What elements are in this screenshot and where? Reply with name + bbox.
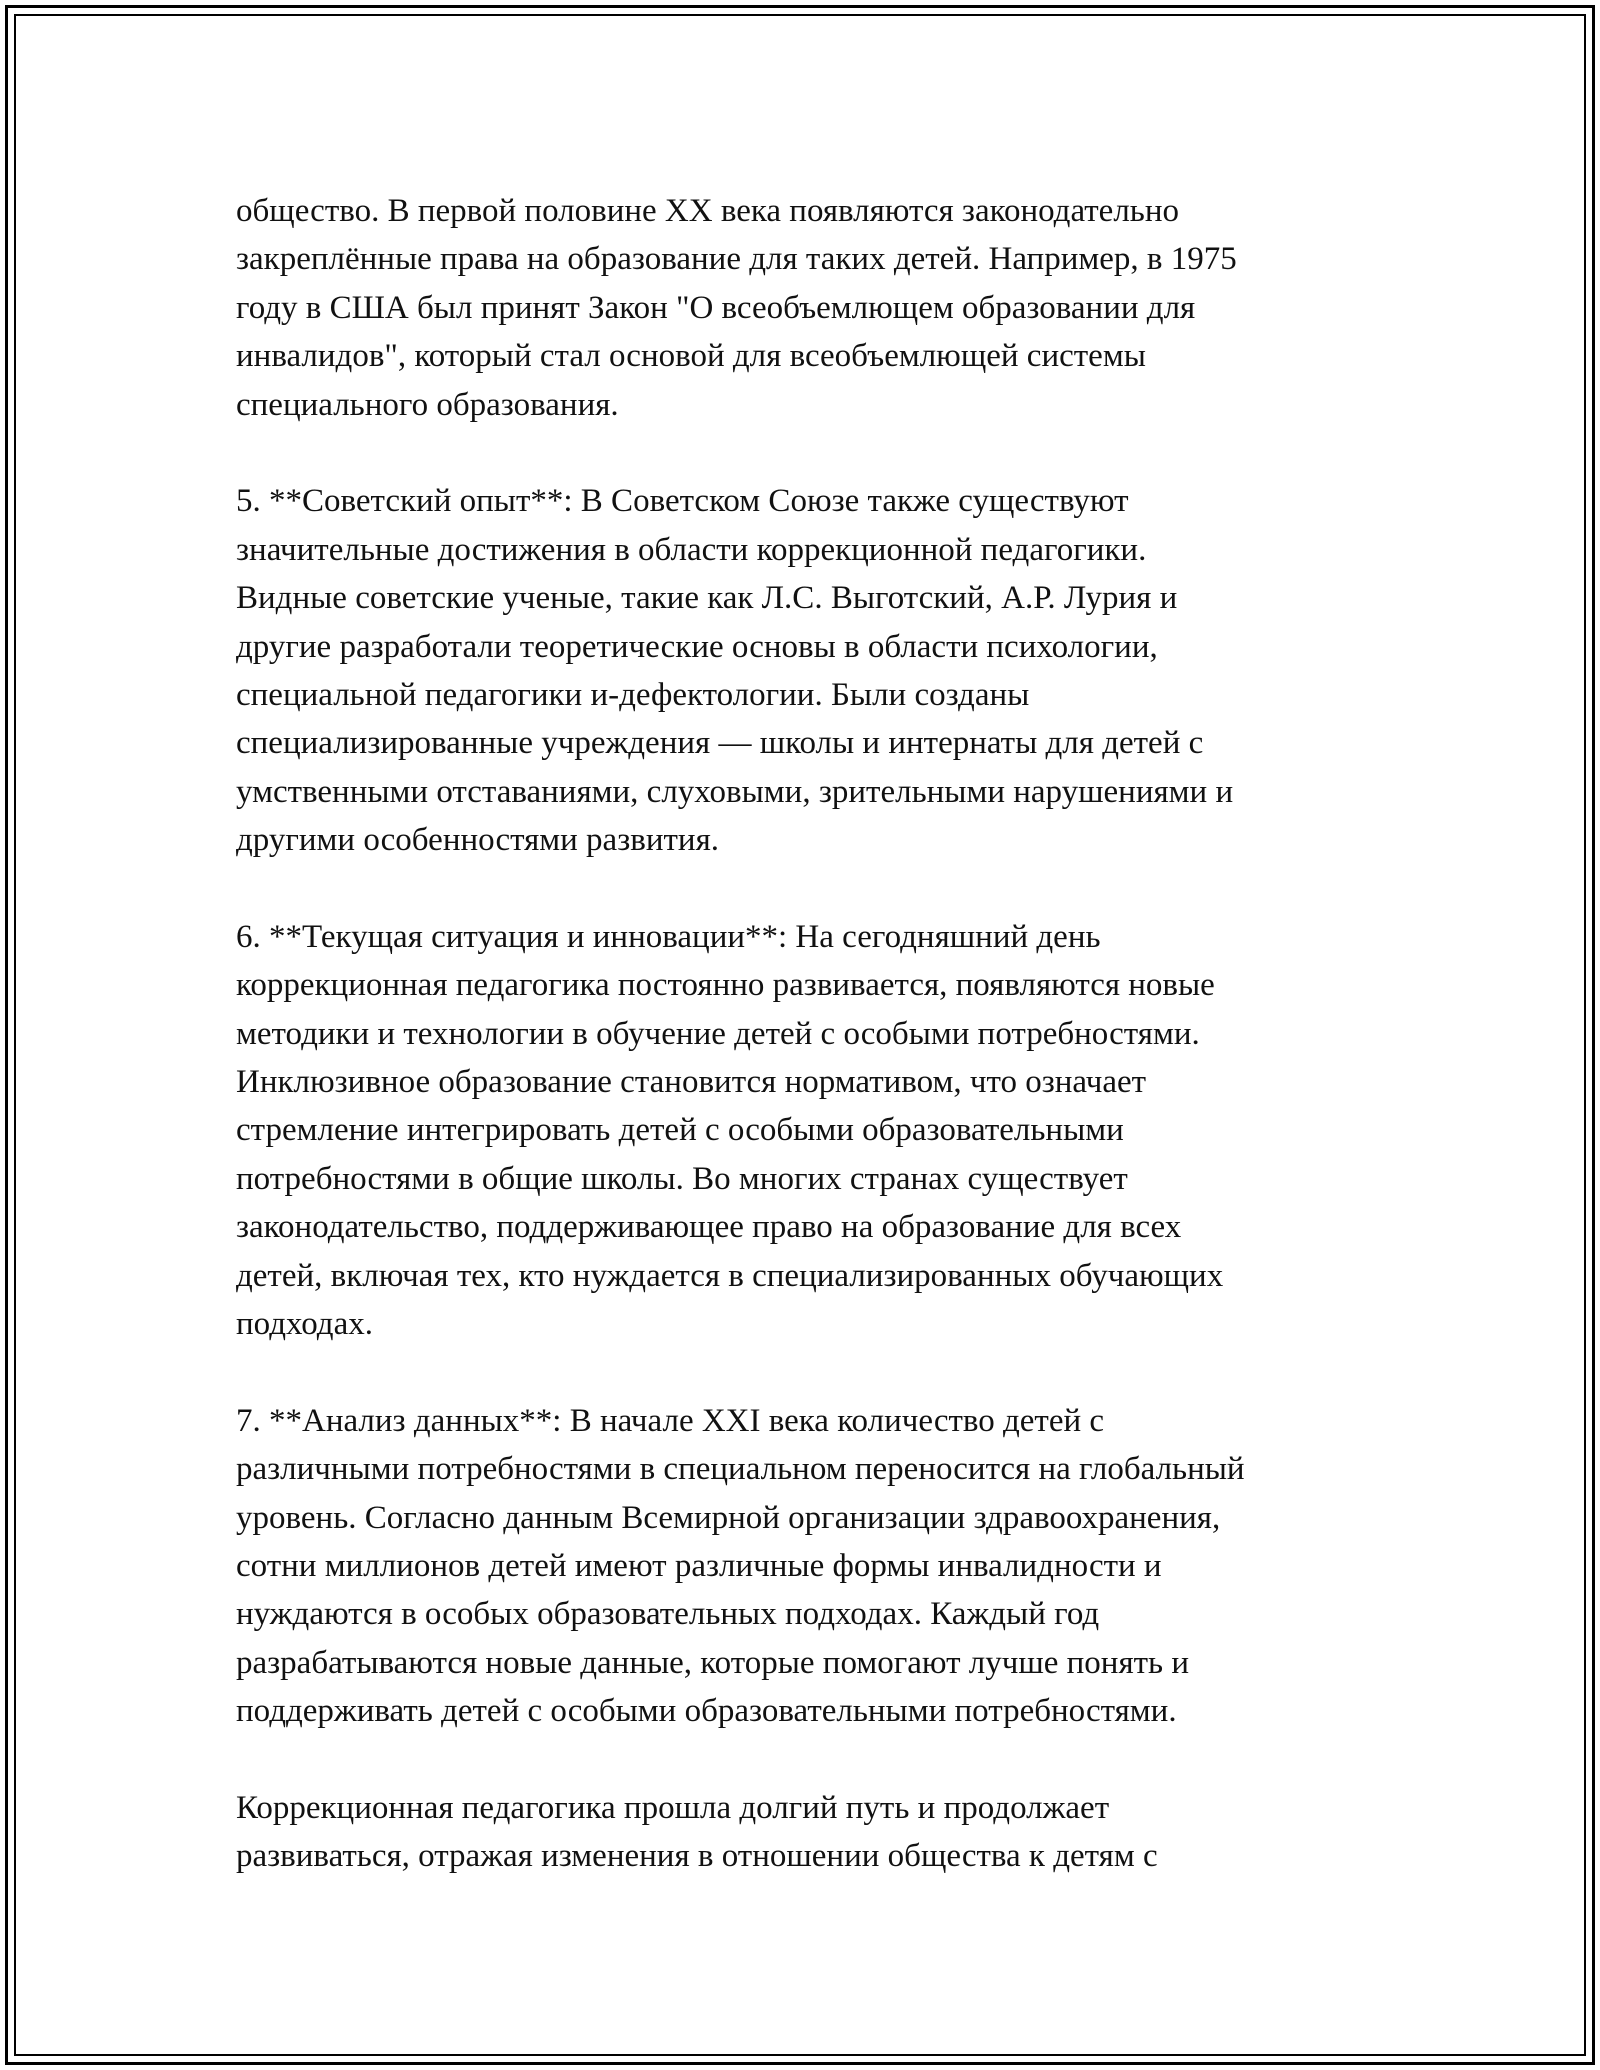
text-line: 6. **Текущая ситуация и инновации**: На сегодняшний день xyxy=(236,918,1101,955)
text-line: стремление интегрировать детей с особыми образовательными xyxy=(236,1112,1124,1149)
text-line: Коррекционная педагогика прошла долгий путь и продолжает xyxy=(236,1789,1110,1826)
text-line: уровень. Согласно данным Всемирной организации здравоохранения, xyxy=(236,1499,1221,1536)
text-line: общество. В первой половине XX века появляются законодательно xyxy=(236,193,1179,229)
document-body xyxy=(236,187,1376,1881)
paragraph-data-analysis xyxy=(236,1397,1376,1736)
paragraph-current-situation xyxy=(236,913,1376,1349)
text-line: поддерживать детей с особыми образовательными потребностями. xyxy=(236,1693,1177,1730)
text-line: инвалидов", который стал основой для всеобъемлющей системы xyxy=(236,338,1146,375)
text-line: детей, включая тех, кто нуждается в специализированных обучающих xyxy=(236,1257,1224,1294)
text-line: другие разработали теоретические основы в области психологии, xyxy=(236,628,1158,665)
text-line: умственными отставаниями, слуховыми, зрительными нарушениями и xyxy=(236,773,1234,810)
text-line: Инклюзивное образование становится нормативом, что означает xyxy=(236,1064,1147,1101)
paragraph-gap xyxy=(236,864,1376,912)
paragraph-1 xyxy=(236,187,1376,429)
text-line: значительные достижения в области коррекционной педагогики. xyxy=(236,531,1147,568)
text-line: различными потребностями в специальном переносится на глобальный xyxy=(236,1451,1245,1488)
text-line: методики и технологии в обучение детей с особыми потребностями. xyxy=(236,1015,1200,1052)
text-line: закреплённые права на образование для таких детей. Например, в 1975 xyxy=(236,241,1237,278)
paragraph-conclusion xyxy=(236,1784,1376,1881)
text-line: разрабатываются новые данные, которые помогают лучше понять и xyxy=(236,1644,1190,1681)
text-line: другими особенностями развития. xyxy=(236,822,719,859)
text-line: сотни миллионов детей имеют различные формы инвалидности и xyxy=(236,1547,1162,1584)
text-line: нуждаются в особых образовательных подходах. Каждый год xyxy=(236,1596,1100,1633)
paragraph-gap xyxy=(236,429,1376,477)
text-line: развиваться, отражая изменения в отношении общества к детям с xyxy=(236,1838,1158,1875)
text-line: специального образования. xyxy=(236,386,619,423)
text-line: 5. **Советский опыт**: В Советском Союзе также существуют xyxy=(236,483,1129,520)
text-line: законодательство, поддерживающее право на образование для всех xyxy=(236,1209,1182,1246)
text-line: году в США был принят Закон "О всеобъемлющем образовании для xyxy=(236,289,1196,326)
text-line: коррекционная педагогика постоянно развивается, появляются новые xyxy=(236,967,1215,1004)
text-line: специальной педагогики и-дефектологии. Были созданы xyxy=(236,676,1030,713)
text-line: Видные советские ученые, такие как Л.С. Выготский, А.Р. Лурия и xyxy=(236,580,1178,617)
paragraph-gap xyxy=(236,1348,1376,1396)
paragraph-soviet-experience xyxy=(236,477,1376,864)
text-line: специализированные учреждения — школы и интернаты для детей с xyxy=(236,725,1204,762)
text-line: потребностями в общие школы. Во многих странах существует xyxy=(236,1160,1128,1197)
paragraph-gap xyxy=(236,1736,1376,1784)
text-line: 7. **Анализ данных**: В начале XXI века количество детей с xyxy=(236,1402,1105,1439)
text-line: подходах. xyxy=(236,1305,373,1342)
